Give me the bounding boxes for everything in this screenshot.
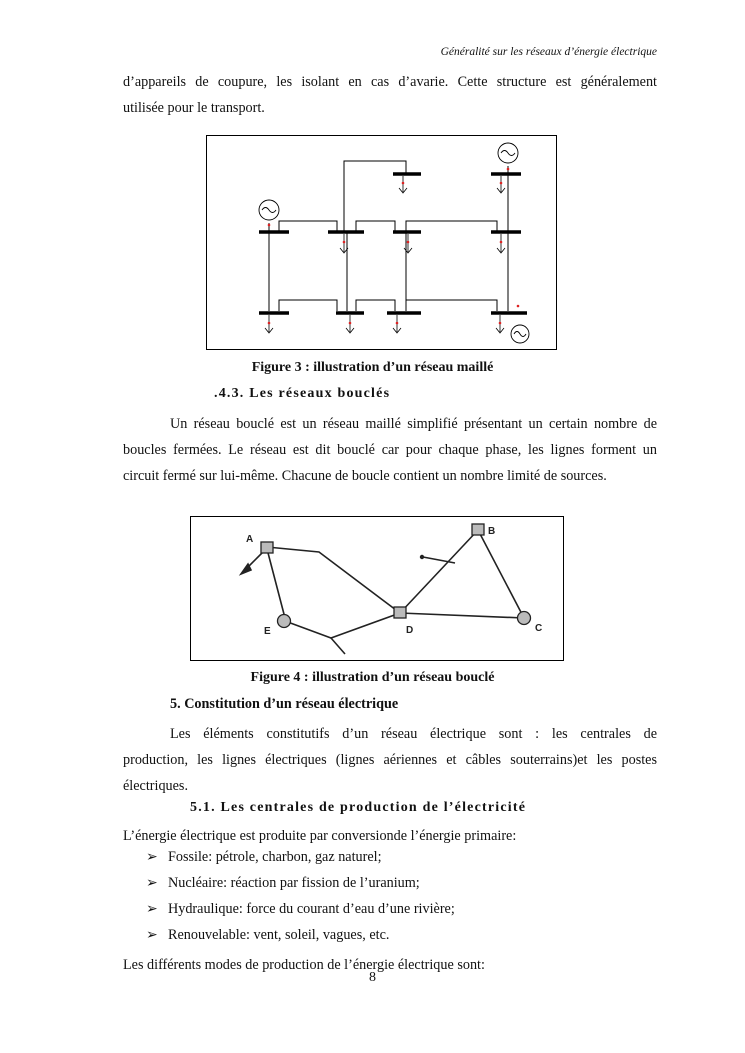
- section-5-1-heading: 5.1. Les centrales de production de l’électricité: [190, 800, 527, 815]
- section-5-1-outro: Les différents modes de production de l’énergie électrique sont:: [123, 957, 485, 973]
- section-5-line-2: production, les lignes électriques (lignes aériennes et câbles souterrains)et les postes: [123, 752, 657, 768]
- page-number: 8: [369, 970, 376, 985]
- section-4-3-line-3: circuit fermé sur lui-même. Chacune de boucle contient un nombre limité de sources.: [123, 468, 607, 484]
- arrowhead-bullet-icon: ➢: [146, 849, 158, 865]
- bullet-item: ➢ Nucléaire: réaction par fission de l’uranium;: [146, 875, 420, 891]
- bullet-item: ➢ Fossile: pétrole, charbon, gaz naturel;: [146, 849, 382, 865]
- arrowhead-bullet-icon: ➢: [146, 875, 158, 891]
- intro-line-2: utilisée pour le transport.: [123, 100, 265, 116]
- figure-4-looped-network: [190, 516, 564, 661]
- node-a-square: [261, 542, 273, 553]
- node-d-label: D: [406, 625, 414, 636]
- figure-3-caption: Figure 3 : illustration d’un réseau maillé: [251, 360, 494, 375]
- node-a-label: A: [246, 534, 254, 545]
- node-e-label: E: [264, 626, 271, 637]
- section-5-line-3: électriques.: [123, 778, 188, 794]
- intro-line-1: d’appareils de coupure, les isolant en cas d’avarie. Cette structure est généralement: [123, 74, 657, 90]
- figure-3-meshed-network: [206, 135, 557, 350]
- section-4-3-line-1: Un réseau bouclé est un réseau maillé simplifié présentant un certain nombre de: [170, 416, 657, 432]
- bullet-item: ➢ Hydraulique: force du courant d’eau d’une rivière;: [146, 901, 455, 917]
- node-c-label: C: [535, 623, 543, 634]
- meshed-network-diagram: [207, 136, 556, 349]
- figure-4-caption: Figure 4 : illustration d’un réseau bouclé: [250, 670, 495, 685]
- section-5-line-1: Les éléments constitutifs d’un réseau électrique sont : les centrales de: [170, 726, 657, 742]
- section-4-3-heading: .4.3. Les réseaux bouclés: [214, 386, 391, 401]
- running-header: Généralité sur les réseaux d’énergie électrique: [440, 46, 657, 58]
- section-4-3-line-2: boucles fermées. Le réseau est dit bouclé car pour chaque phase, les lignes forment un: [123, 442, 657, 458]
- bullet-item: ➢ Renouvelable: vent, soleil, vagues, etc.: [146, 927, 390, 943]
- arrowhead-bullet-icon: ➢: [146, 927, 158, 943]
- looped-network-diagram: [191, 517, 563, 660]
- section-5-1-intro: L’énergie électrique est produite par conversionde l’énergie primaire:: [123, 828, 517, 844]
- node-d-square: [394, 607, 406, 618]
- generator-icon: [511, 325, 529, 343]
- arrowhead-bullet-icon: ➢: [146, 901, 158, 917]
- section-5-heading: 5. Constitution d’un réseau électrique: [170, 696, 399, 712]
- node-e-circle: [278, 615, 291, 628]
- generator-icon: [498, 143, 518, 163]
- node-b-label: B: [488, 526, 496, 537]
- generator-icon: [259, 200, 279, 220]
- node-b-square: [472, 524, 484, 535]
- node-c-circle: [518, 612, 531, 625]
